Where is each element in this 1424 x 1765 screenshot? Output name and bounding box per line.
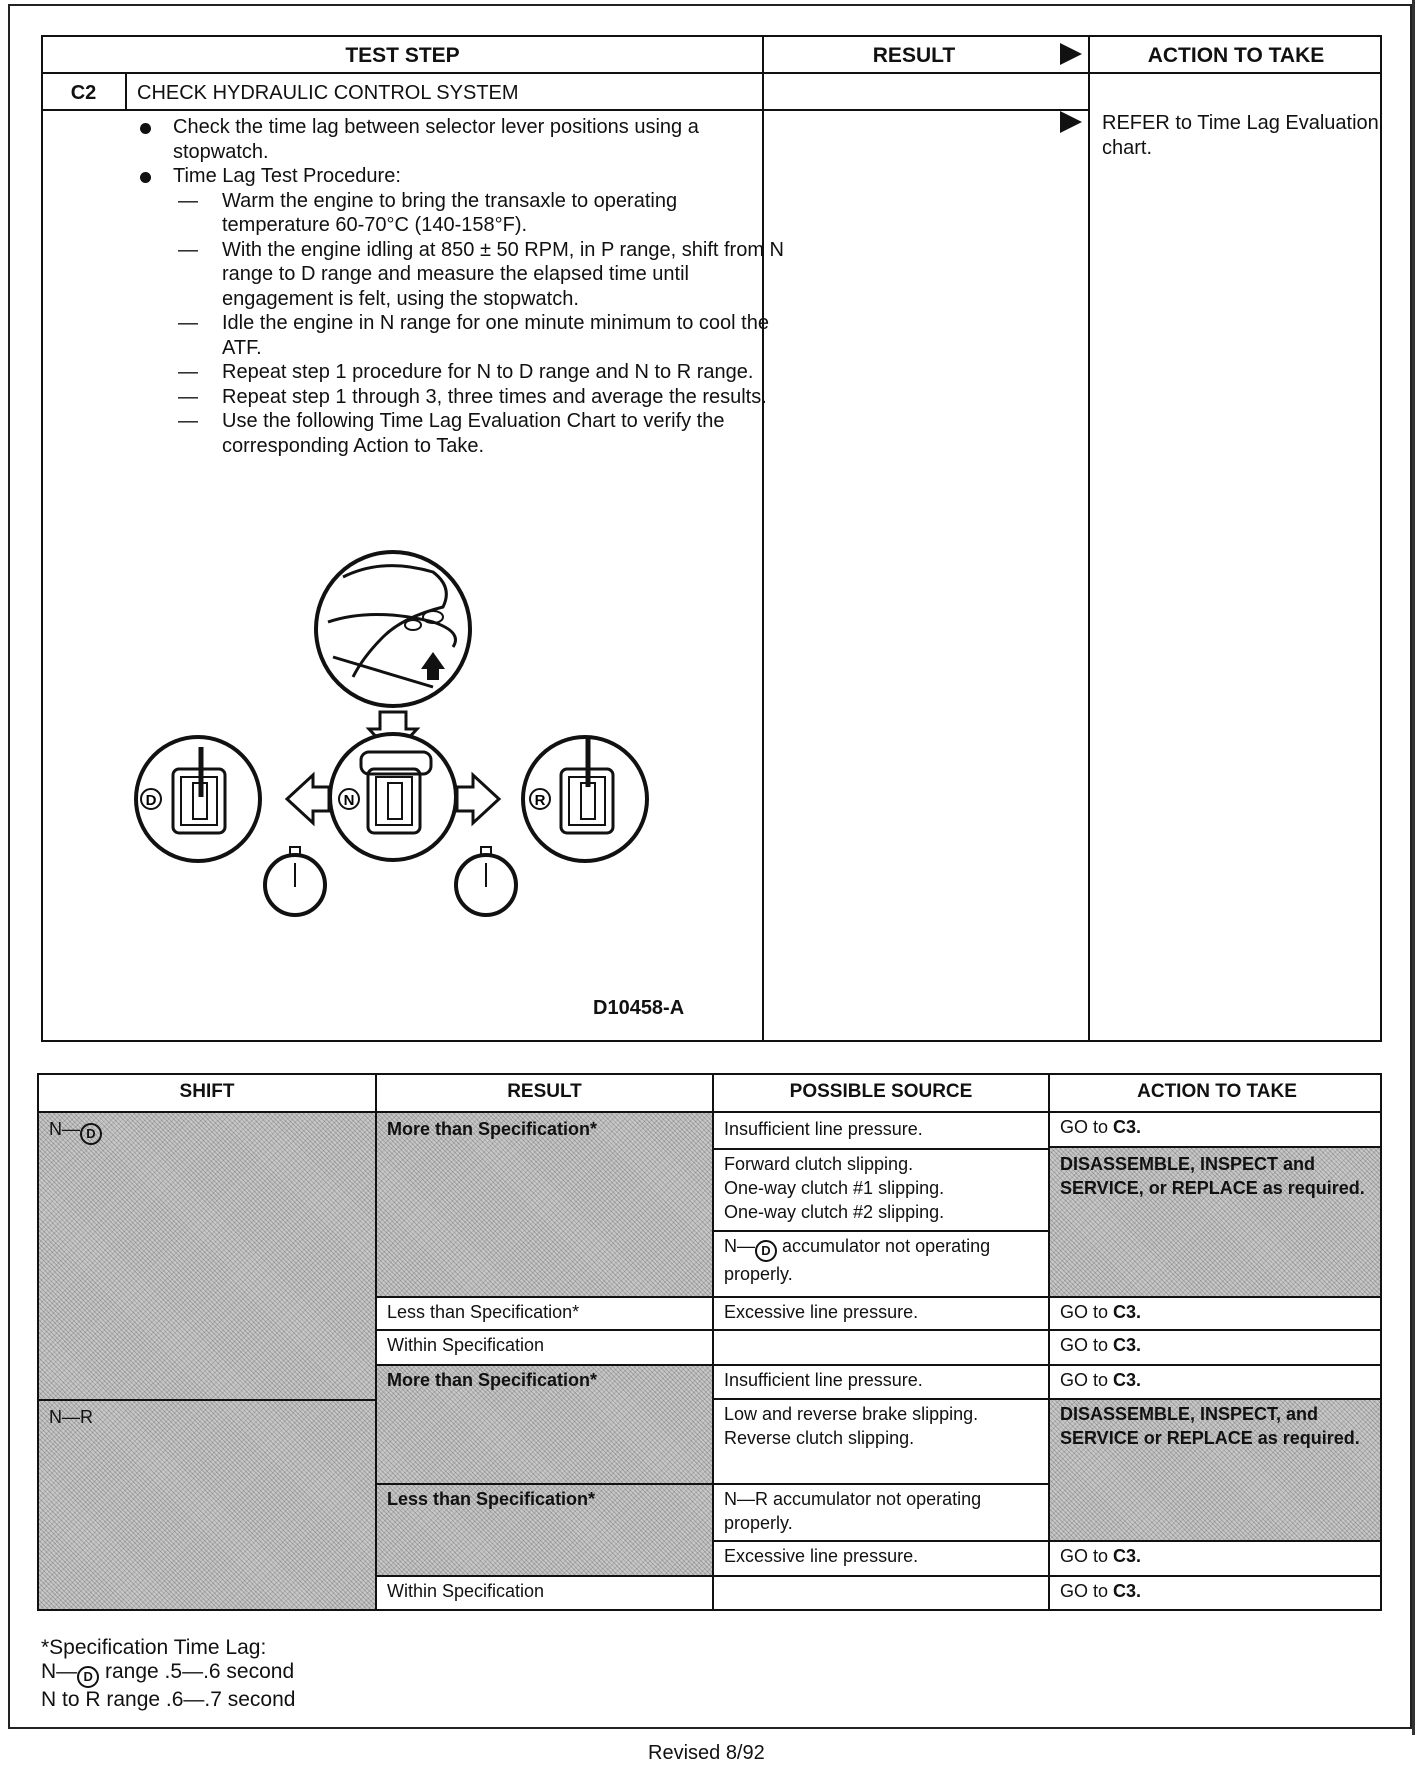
procedure-item: — With the engine idling at 850 ± 50 RPM, in P range, shift from N range to D range and measure the elapsed time until engagement is felt, using the stopwatch. bbox=[178, 238, 785, 310]
header-result: RESULT bbox=[872, 44, 956, 67]
result-within-nr: Within Specification bbox=[387, 1581, 545, 1601]
col-header-source: POSSIBLE SOURCE bbox=[789, 1081, 973, 1102]
col-header-shift: SHIFT bbox=[179, 1081, 235, 1102]
selector-r-label: R bbox=[534, 792, 546, 809]
col-header-action: ACTION TO TAKE bbox=[1137, 1081, 1297, 1102]
stopwatch-icon bbox=[456, 847, 516, 915]
selector-n-icon bbox=[330, 734, 456, 860]
stopwatch-icon bbox=[265, 847, 325, 915]
procedure-item: — Warm the engine to bring the transaxle to operating temperature 60-70°C (140-158°F). bbox=[178, 189, 678, 236]
result-more-nr: More than Specification* bbox=[387, 1370, 598, 1390]
right-arrow-icon bbox=[457, 775, 499, 823]
source-excessive: Excessive line pressure. bbox=[724, 1302, 919, 1322]
result-more-nd: More than Specification* bbox=[387, 1119, 598, 1139]
source-nr-accumulator: N—R accumulator not operating properly. bbox=[724, 1489, 982, 1533]
shift-n-d: N— D bbox=[39, 1115, 375, 1147]
source-reverse: Low and reverse brake slipping. Reverse clutch slipping. bbox=[724, 1404, 979, 1448]
procedure-item: — Idle the engine in N range for one minute minimum to cool the ATF. bbox=[178, 312, 769, 359]
header-test-step: TEST STEP bbox=[345, 44, 460, 67]
step-content bbox=[135, 115, 785, 458]
header-action: ACTION TO TAKE bbox=[1147, 44, 1325, 67]
selector-d-icon bbox=[136, 737, 260, 861]
procedure-item: — Repeat step 1 procedure for N to D range and N to R range. bbox=[178, 361, 754, 383]
foot-brake-icon bbox=[316, 552, 470, 706]
action-disassemble: DISASSEMBLE, INSPECT and SERVICE, or REPLACE as required. bbox=[1060, 1154, 1365, 1198]
result-within-nd: Within Specification bbox=[387, 1335, 545, 1355]
action-go-c3: GO to C3. bbox=[1060, 1302, 1142, 1322]
result-shade bbox=[377, 1365, 714, 1577]
selector-n-label: N bbox=[343, 792, 355, 809]
shift-n-r: N—R bbox=[49, 1407, 93, 1427]
selector-d-label: D bbox=[145, 792, 157, 809]
page-edge-bar bbox=[1412, 0, 1415, 1735]
source-nd-accumulator: N— D accumulator not operating properly. bbox=[724, 1236, 991, 1284]
action-refer: REFER to Time Lag Evaluation chart. bbox=[1102, 112, 1379, 159]
action-go-c3: GO to C3. bbox=[1060, 1117, 1142, 1137]
action-go-c3: GO to C3. bbox=[1060, 1370, 1142, 1390]
left-arrow-icon bbox=[287, 775, 329, 823]
selector-r-icon bbox=[523, 737, 647, 861]
action-go-c3: GO to C3. bbox=[1060, 1546, 1142, 1566]
action-go-c3: GO to C3. bbox=[1060, 1581, 1142, 1601]
bullet-item: Time Lag Test Procedure: bbox=[135, 164, 785, 189]
step-id: C2 bbox=[70, 82, 97, 104]
figure-id: D10458-A bbox=[593, 997, 685, 1019]
source-insufficient: Insufficient line pressure. bbox=[724, 1370, 923, 1390]
test-step-table bbox=[41, 35, 1382, 1042]
result-less-nr: Less than Specification* bbox=[387, 1489, 596, 1509]
bullet-icon bbox=[140, 123, 151, 134]
result-less-nd: Less than Specification* bbox=[387, 1302, 580, 1322]
shift-shade bbox=[39, 1113, 375, 1609]
action-disassemble: DISASSEMBLE, INSPECT, and SERVICE or REPLACE as required. bbox=[1060, 1404, 1360, 1448]
source-excessive: Excessive line pressure. bbox=[724, 1546, 919, 1566]
action-go-c3: GO to C3. bbox=[1060, 1335, 1142, 1355]
col-header-result: RESULT bbox=[507, 1081, 582, 1102]
revision-date: Revised 8/92 bbox=[648, 1742, 765, 1764]
bullet-item: Check the time lag between selector lever positions using a stopwatch. bbox=[135, 115, 785, 164]
source-clutches: Forward clutch slipping. One-way clutch #1 slipping. One-way clutch #2 slipping. bbox=[724, 1154, 945, 1222]
bullet-icon bbox=[140, 172, 151, 183]
time-lag-illustration bbox=[103, 547, 743, 1017]
source-insufficient: Insufficient line pressure. bbox=[724, 1119, 923, 1139]
time-lag-table bbox=[37, 1073, 1382, 1611]
action-arrow-icon bbox=[1060, 111, 1082, 133]
step-title: CHECK HYDRAULIC CONTROL SYSTEM bbox=[137, 82, 519, 104]
arrow-icon bbox=[1060, 43, 1082, 65]
specification-footnote: *Specification Time Lag: N— D range .5—.6 second N to R range .6—.7 second bbox=[41, 1636, 296, 1711]
procedure-item: — Repeat step 1 through 3, three times and average the results. bbox=[178, 385, 767, 408]
procedure-item: — Use the following Time Lag Evaluation Chart to verify the corresponding Action to Take. bbox=[178, 410, 725, 457]
